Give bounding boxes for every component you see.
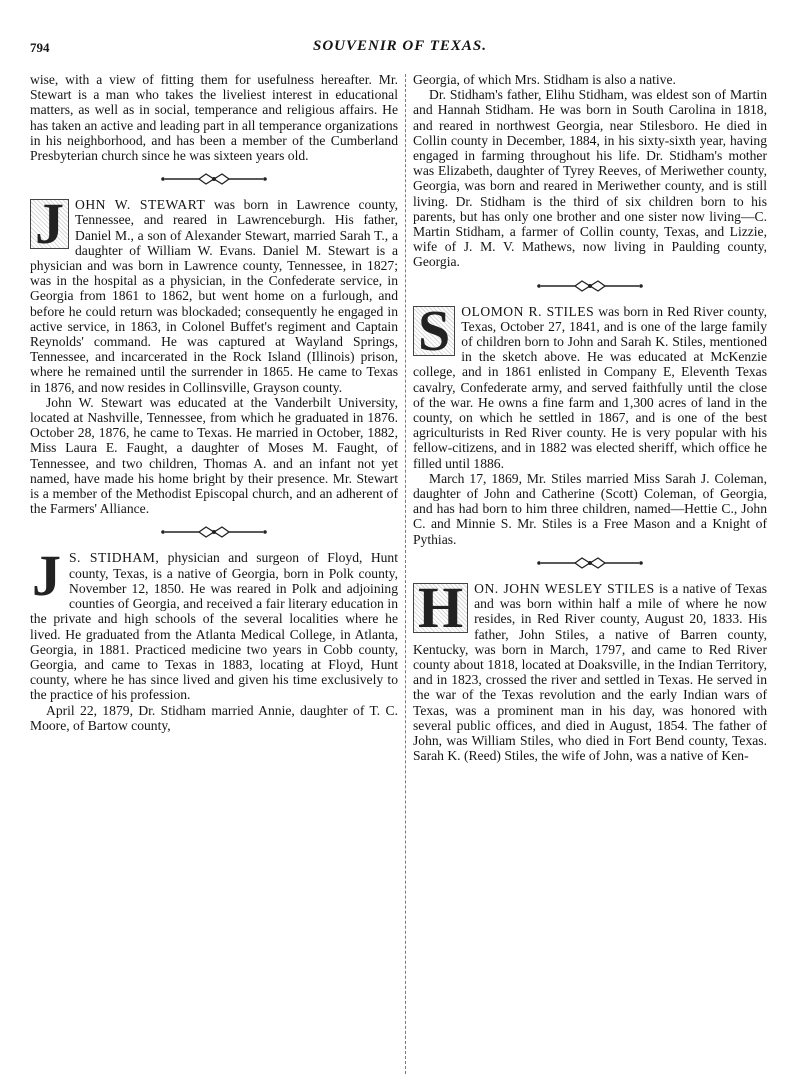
solomon-stiles-biography-continued: March 17, 1869, Mr. Stiles married Miss Sarah J. Coleman, daughter of John and Catherine (Scott) Coleman, of Georgia, and has had born to him three children, named—Hettie C., John C. and Minnie S. Mr. Stiles is a Free Mason and a Knight of Pythias. xyxy=(413,470,767,547)
paragraph-continued: wise, with a view of fitting them for usefulness hereafter. Mr. Stewart is a man who takes the liveliest interest in educational matters, as well as in social, temperance and religious affairs. He has taken an active and leading part in all temperance organizations in his neighborhood, and has been a member of the Cumberland Presbyterian church since he was sixteen years old. xyxy=(30,72,398,164)
stidham-biography: J S. STIDHAM, physician and surgeon of Floyd, Hunt county, Texas, is a native of Georgia, born in Polk county, November 12, 1850. He was reared in Polk and adjoining counties of Georgia, and received a fair literary education in the private and high schools of the several localities where he lived. He graduated from the Atlanta Medical College, in Atlanta, Georgia, in 1881. Practiced medicine two years in Cobb county, Georgia, and came to Texas in 1883, locating at Floyd, Hunt county, where he has since lived and given his time exclusively to the practice of his profession. xyxy=(30,543,399,703)
john-wesley-stiles-biography: H ON. JOHN WESLEY STILES is a native of Texas and was born within half a mile of where he now resides, in Red River county, August 20, 1833. His father, John Stiles, a native of Barren county, Kentucky, was born in March, 1797, and came to Red River county about 1818, located at Doaksville, in the Indian Territory, and in 1823, crossed the river and settled in Texas. He served in the war of the Texas revolution and the early Indian wars of Texas, was a prominent man in his day, was honored with several public offices, and died in August, 1854. The father of John, was William Stiles, who died in Fort Bend county, Texas. Sarah K. (Reed) Stiles, the wife of John, was a native of Ken- xyxy=(413,574,767,764)
left-column xyxy=(30,72,398,733)
solomon-stiles-biography: S OLOMON R. STILES was born in Red River county, Texas, October 27, 1841, and is one of the large family of children born to John and Sarah K. Stiles, mentioned in the sketch above. He was educated at McKenzie college, and in 1861 enlisted in Company E, Eleventh Texas cavalry, Confederate army, and served faithfully until the close of the war. He owns a fine farm and 1,300 acres of land in the county, on which he settled in 1867, and is one of the best agriculturists in Red River county. He is very popular with his fellow-citizens, and in 1882 was elected sheriff, which office he filled until 1886. xyxy=(413,297,767,471)
subject-name-john-wesley-stiles: ON. JOHN WESLEY STILES xyxy=(474,580,655,596)
dropcap-s: S xyxy=(413,306,455,356)
dropcap-j: J xyxy=(32,543,61,609)
column-divider xyxy=(405,74,406,1074)
stidham-biography-continued: April 22, 1879, Dr. Stidham married Annie, daughter of T. C. Moore, of Bartow county, xyxy=(30,702,398,733)
page-header xyxy=(20,38,780,58)
stewart-biography-continued: John W. Stewart was educated at the Vanderbilt University, located at Nashville, Tennessee, from which he graduated in 1876. October 28, 1876, he came to Texas. He married in October, 1882, Miss Laura E. Faught, a daughter of Moses M. Faught, of Tennessee, and two children, Thomas A. and an infant not yet named, have made his home bright by their presence. Mr. Stewart is a member of the Methodist Episcopal church, and an adherent of the Farmers' Alliance. xyxy=(30,394,398,517)
paragraph-continued: Georgia, of which Mrs. Stidham is also a native. xyxy=(413,72,676,87)
stidham-parents-paragraph: Dr. Stidham's father, Elihu Stidham, was eldest son of Martin and Hannah Stidham. He was born in South Carolina in 1818, and reared in northwest Georgia, near Stilesboro. He died in Collin county in December, 1884, in his sixty-sixth year, having engaged in farming throughout his life. Dr. Stidham's mother was Elizabeth, daughter of Tyrey Reeves, of Meriwether county, Georgia, was born and reared in Meriwether county, and is still living. Dr. Stidham is the third of six children born to his parents, but has only one brother and one sister now living—C. Martin Stidham, a farmer of Collin county, Texas, and Lizzie, wife of J. M. V. Mathews, now living in Paulding county, Georgia. xyxy=(413,87,767,270)
dropcap-h: H xyxy=(413,583,468,633)
subject-name-solomon-stiles: OLOMON R. STILES xyxy=(461,303,595,319)
section-ornament xyxy=(535,280,645,292)
subject-name-stidham: S. STIDHAM, xyxy=(69,550,160,566)
right-column xyxy=(413,72,767,763)
running-title: SOUVENIR OF TEXAS. xyxy=(312,38,488,54)
section-ornament xyxy=(535,557,645,569)
section-ornament xyxy=(159,526,269,538)
section-ornament xyxy=(159,173,269,185)
page-number: 794 xyxy=(30,40,50,55)
stewart-biography: J OHN W. STEWART was born in Lawrence county, Tennessee, and reared in Lawrenceburgh. His father, Daniel M., a son of Alexander Stewart, married Sarah T., a daughter of William W. Evans. Daniel M. Stewart is a physician and was born in Lawrence county, Tennessee, in 1827; was in the hospital as a physician, in the Confederate service, in Georgia from 1861 to 1862, but went home on a furlough, and before he could return was blockaded; consequently he engaged in active service, in 1863, in Colonel Buffet's regiment and Captain Reynolds' command. He was captured at Wayland Springs, Tennessee, and incarcerated in the Rock Island (Illinois) prison, where he remained until the surrender in 1865. He came to Texas in 1876, and now resides in Collinsville, Grayson county. xyxy=(30,191,399,395)
dropcap-j: J xyxy=(30,199,69,249)
subject-name-stewart: OHN W. STEWART xyxy=(75,197,206,213)
